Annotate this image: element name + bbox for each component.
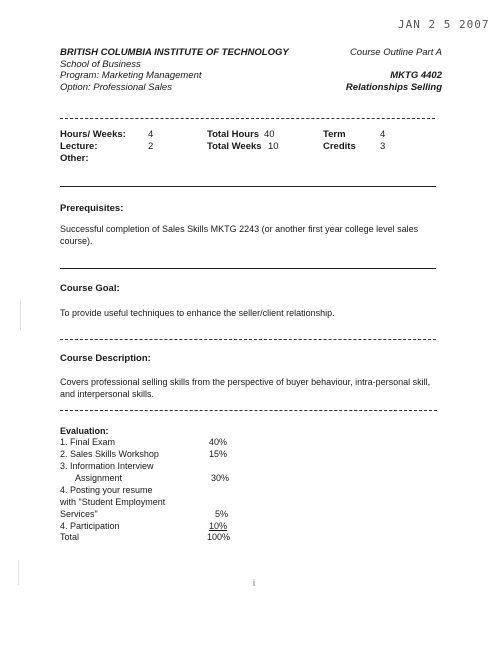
evaluation-item: with "Student Employment	[60, 497, 166, 507]
evaluation-row	[60, 437, 115, 449]
evaluation-row	[60, 485, 153, 497]
evaluation-item: 4. Participation	[60, 521, 120, 531]
credits-label: Credits	[323, 141, 356, 152]
evaluation-pct: 40%	[209, 437, 228, 447]
divider-5	[60, 410, 437, 411]
evaluation-row	[60, 509, 98, 521]
course-description-text: Covers professional selling skills from the perspective of buyer behaviour, intra-personal skill, and interpersonal skills.	[60, 377, 431, 399]
course-goal-text: To provide useful techniques to enhance the seller/client relationship.	[60, 308, 335, 318]
divider-3	[60, 268, 436, 269]
divider-1	[60, 118, 435, 119]
lecture-label: Lecture:	[60, 141, 98, 152]
evaluation-row	[60, 532, 79, 544]
evaluation-row	[60, 521, 120, 533]
prerequisites-title: Prerequisites:	[60, 203, 124, 214]
divider-4	[60, 339, 436, 340]
header-left	[60, 47, 289, 93]
evaluation-item: 3. Information Interview	[60, 461, 154, 471]
other-label: Other:	[60, 153, 89, 164]
course-description-title: Course Description:	[60, 353, 151, 364]
institute-name: BRITISH COLUMBIA INSTITUTE OF TECHNOLOGY	[60, 47, 289, 58]
evaluation-title: Evaluation:	[60, 426, 109, 436]
evaluation-item: Total	[60, 532, 80, 542]
hours-week-value: 4	[148, 129, 154, 140]
course-goal-title: Course Goal:	[60, 283, 120, 294]
evaluation-pct: 5%	[215, 509, 229, 519]
prerequisites-text: Successful completion of Sales Skills MKTG 2243 (or another first year college level sales course).	[60, 224, 419, 246]
evaluation-item: 4. Posting your resume	[60, 485, 153, 495]
evaluation-row	[75, 473, 122, 485]
evaluation-item: 1. Final Exam	[60, 437, 116, 447]
course-code: MKTG 4402	[390, 70, 442, 81]
course-name: Relationships Selling	[345, 81, 442, 93]
total-hours-value: 40	[264, 129, 275, 140]
option-name: Option: Professional Sales	[60, 81, 172, 93]
evaluation-row	[60, 449, 159, 461]
credits-value: 3	[380, 141, 386, 152]
evaluation-row	[60, 497, 165, 509]
evaluation-item: Services"	[60, 509, 98, 519]
evaluation-pct: 100%	[207, 532, 231, 542]
term-label: Term	[323, 129, 346, 140]
program-name: Program: Marketing Management	[60, 70, 202, 81]
evaluation-pct: 15%	[209, 449, 228, 459]
scan-artifact	[20, 300, 21, 330]
outline-label: Course Outline Part A	[349, 47, 442, 58]
divider-2	[60, 186, 436, 187]
evaluation-pct: 30%	[211, 473, 230, 483]
total-weeks-label: Total Weeks	[207, 141, 262, 152]
lecture-value: 2	[148, 141, 154, 152]
scan-artifact	[18, 560, 19, 585]
hours-week-label: Hours/ Weeks:	[60, 129, 126, 140]
school-name: School of Business	[60, 58, 141, 70]
page-mark: i	[253, 578, 255, 588]
evaluation-row	[60, 461, 154, 473]
evaluation-pct: 10%	[209, 521, 228, 531]
total-hours-label: Total Hours	[207, 129, 260, 140]
received-date-stamp: JAN 2 5 2007	[398, 18, 490, 31]
evaluation-item: Assignment	[75, 473, 123, 483]
term-value: 4	[380, 129, 386, 140]
evaluation-item: 2. Sales Skills Workshop	[60, 449, 159, 459]
total-weeks-value: 10	[268, 141, 279, 152]
header-right	[346, 47, 442, 93]
